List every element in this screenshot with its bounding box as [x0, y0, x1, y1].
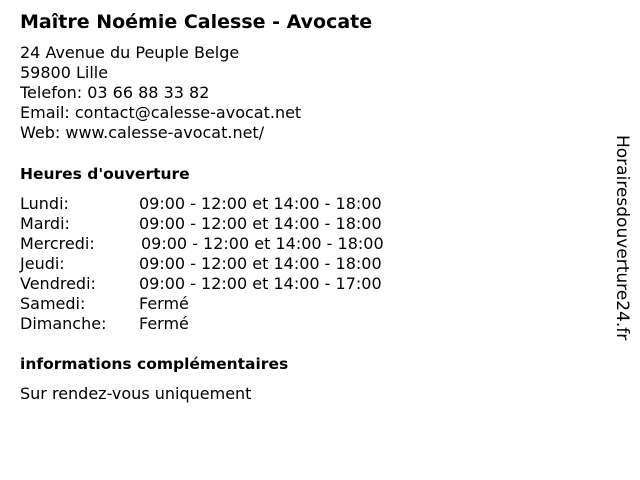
- info-heading: informations complémentaires: [20, 355, 289, 373]
- time-value: 09:00 - 12:00 et 14:00 - 18:00: [139, 194, 382, 213]
- time-value: 09:00 - 12:00 et 14:00 - 17:00: [139, 274, 382, 293]
- email-line: Email: contact@calesse-avocat.net: [20, 103, 302, 122]
- address-city: 59800 Lille: [20, 63, 109, 82]
- day-label: Dimanche:: [20, 314, 107, 333]
- day-label: Samedi:: [20, 294, 86, 313]
- time-value: 09:00 - 12:00 et 14:00 - 18:00: [139, 254, 382, 273]
- web-line: Web: www.calesse-avocat.net/: [20, 123, 265, 142]
- day-label: Mardi:: [20, 214, 70, 233]
- site-watermark: Horairesdouverture24.fr: [612, 135, 632, 341]
- day-label: Mercredi:: [20, 234, 95, 253]
- contact-block: [20, 43, 301, 143]
- phone-line: Telefon: 03 66 88 33 82: [20, 83, 210, 102]
- day-label: Jeudi:: [20, 254, 65, 273]
- page-title: Maître Noémie Calesse - Avocate: [20, 11, 373, 33]
- time-value: Fermé: [139, 314, 189, 333]
- time-value: 09:00 - 12:00 et 14:00 - 18:00: [139, 214, 382, 233]
- info-text: Sur rendez-vous uniquement: [20, 384, 252, 403]
- day-label: Lundi:: [20, 194, 69, 213]
- time-value: 09:00 - 12:00 et 14:00 - 18:00: [141, 234, 384, 253]
- address-street: 24 Avenue du Peuple Belge: [20, 43, 240, 62]
- day-label: Vendredi:: [20, 274, 96, 293]
- hours-heading: Heures d'ouverture: [20, 165, 190, 183]
- time-value: Fermé: [139, 294, 189, 313]
